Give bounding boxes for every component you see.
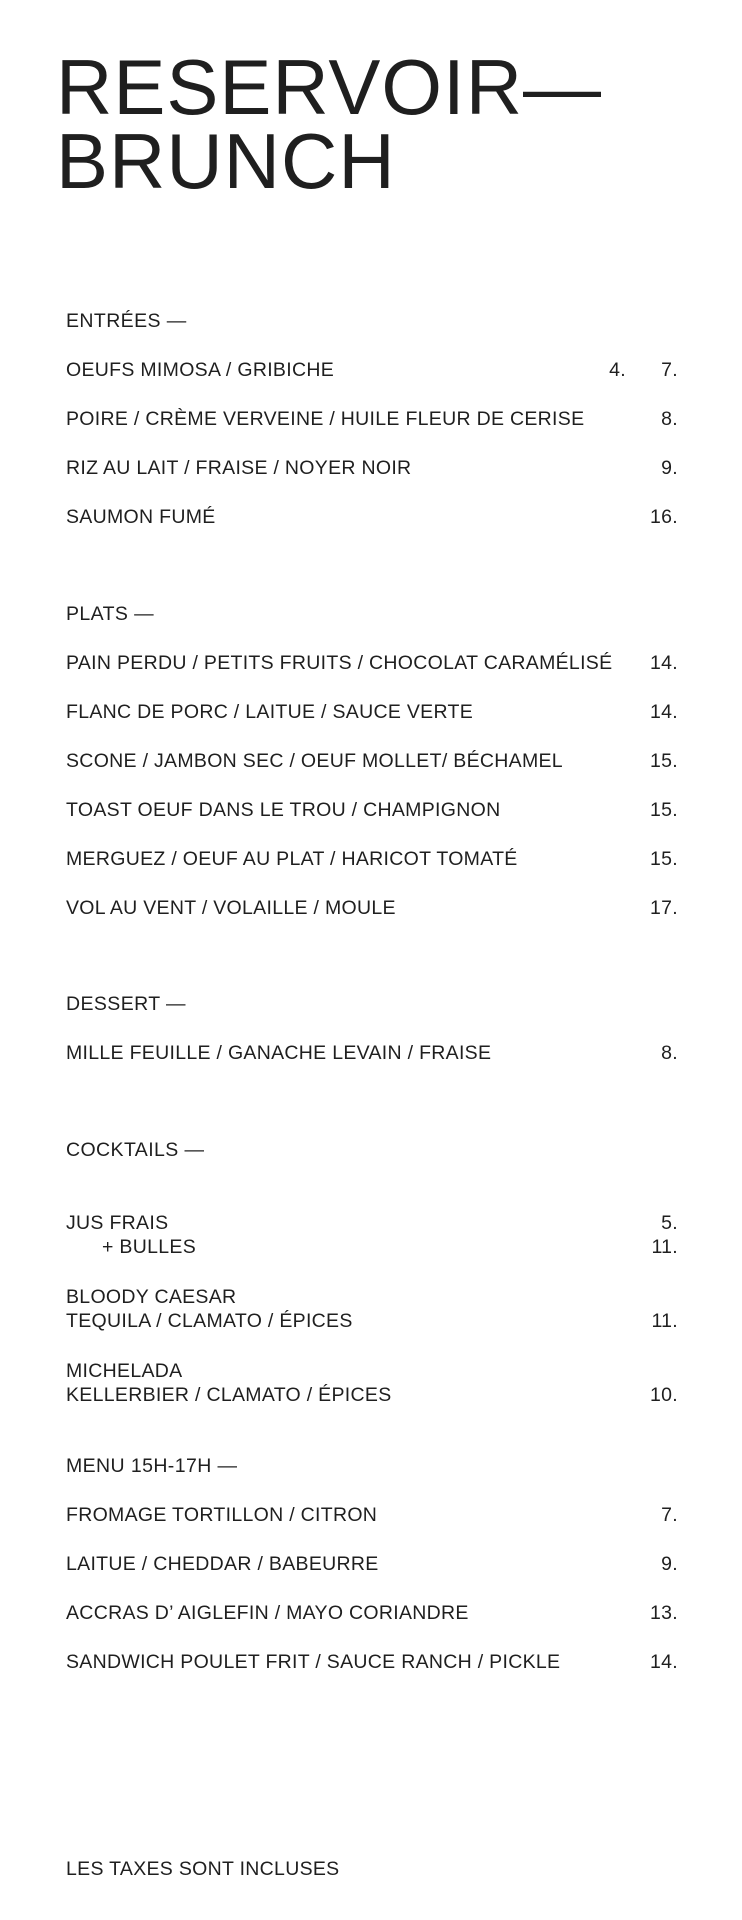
menu-item-name: SAUMON FUMÉ <box>66 506 216 528</box>
menu-item-name: FROMAGE TORTILLON / CITRON <box>66 1504 378 1526</box>
section-heading-dessert: DESSERT — <box>66 993 186 1015</box>
menu-title-line-2: BRUNCH <box>56 117 396 205</box>
menu-item-price: 7. <box>661 359 678 381</box>
menu-item-price-small: 4. <box>609 359 626 381</box>
menu-item-price: 5. <box>661 1212 678 1234</box>
menu-item-name: PAIN PERDU / PETITS FRUITS / CHOCOLAT CARAMÉLISÉ <box>66 652 613 674</box>
menu-item-name: FLANC DE PORC / LAITUE / SAUCE VERTE <box>66 701 474 723</box>
menu-item-name: MERGUEZ / OEUF AU PLAT / HARICOT TOMATÉ <box>66 848 518 870</box>
menu-item-price: 14. <box>649 701 678 723</box>
menu-item-name: TOAST OEUF DANS LE TROU / CHAMPIGNON <box>66 799 501 821</box>
menu-item-price: 8. <box>661 1042 678 1064</box>
section-heading-cocktails: COCKTAILS — <box>66 1139 205 1161</box>
taxes-note: LES TAXES SONT INCLUSES <box>66 1858 340 1880</box>
menu-item-name: JUS FRAIS <box>66 1212 169 1234</box>
section-heading-entrees: ENTRÉES — <box>66 310 187 332</box>
menu-item-price: 11. <box>651 1310 678 1332</box>
menu-item-price: 17. <box>649 897 678 919</box>
menu-item-name: RIZ AU LAIT / FRAISE / NOYER NOIR <box>66 457 412 479</box>
menu-item-price: 13. <box>649 1602 678 1624</box>
menu-item-description: TEQUILA / CLAMATO / ÉPICES <box>66 1310 353 1332</box>
menu-title-line-1: RESERVOIR— <box>56 43 603 131</box>
menu-item-price: 15. <box>649 799 678 821</box>
menu-item-name: POIRE / CRÈME VERVEINE / HUILE FLEUR DE CERISE <box>66 408 585 430</box>
menu-item-name: MICHELADA <box>66 1360 183 1382</box>
menu-item-price: 10. <box>649 1384 678 1406</box>
menu-item-name: SANDWICH POULET FRIT / SAUCE RANCH / PICKLE <box>66 1651 561 1673</box>
menu-item-description: KELLERBIER / CLAMATO / ÉPICES <box>66 1384 392 1406</box>
menu-item-option: + BULLES <box>102 1236 196 1258</box>
menu-item-name: BLOODY CAESAR <box>66 1286 237 1308</box>
menu-item-price: 15. <box>649 848 678 870</box>
section-heading-plats: PLATS — <box>66 603 155 625</box>
menu-item-price: 8. <box>661 408 678 430</box>
menu-item-name: LAITUE / CHEDDAR / BABEURRE <box>66 1553 379 1575</box>
menu-item-price: 15. <box>649 750 678 772</box>
menu-item-option-price: 11. <box>651 1236 678 1258</box>
menu-item-price: 7. <box>661 1504 678 1526</box>
section-heading-afternoon-menu: MENU 15H-17H — <box>66 1455 238 1477</box>
menu-item-name: MILLE FEUILLE / GANACHE LEVAIN / FRAISE <box>66 1042 492 1064</box>
menu-item-price: 14. <box>649 652 678 674</box>
menu-item-price: 9. <box>661 1553 678 1575</box>
menu-item-name: OEUFS MIMOSA / GRIBICHE <box>66 359 335 381</box>
menu-item-name: ACCRAS D’ AIGLEFIN / MAYO CORIANDRE <box>66 1602 469 1624</box>
menu-item-price: 16. <box>649 506 678 528</box>
menu-item-price: 9. <box>661 457 678 479</box>
menu-title <box>56 43 603 205</box>
menu-item-name: SCONE / JAMBON SEC / OEUF MOLLET/ BÉCHAMEL <box>66 750 563 772</box>
menu-item-name: VOL AU VENT / VOLAILLE / MOULE <box>66 897 396 919</box>
menu-item-price: 14. <box>649 1651 678 1673</box>
